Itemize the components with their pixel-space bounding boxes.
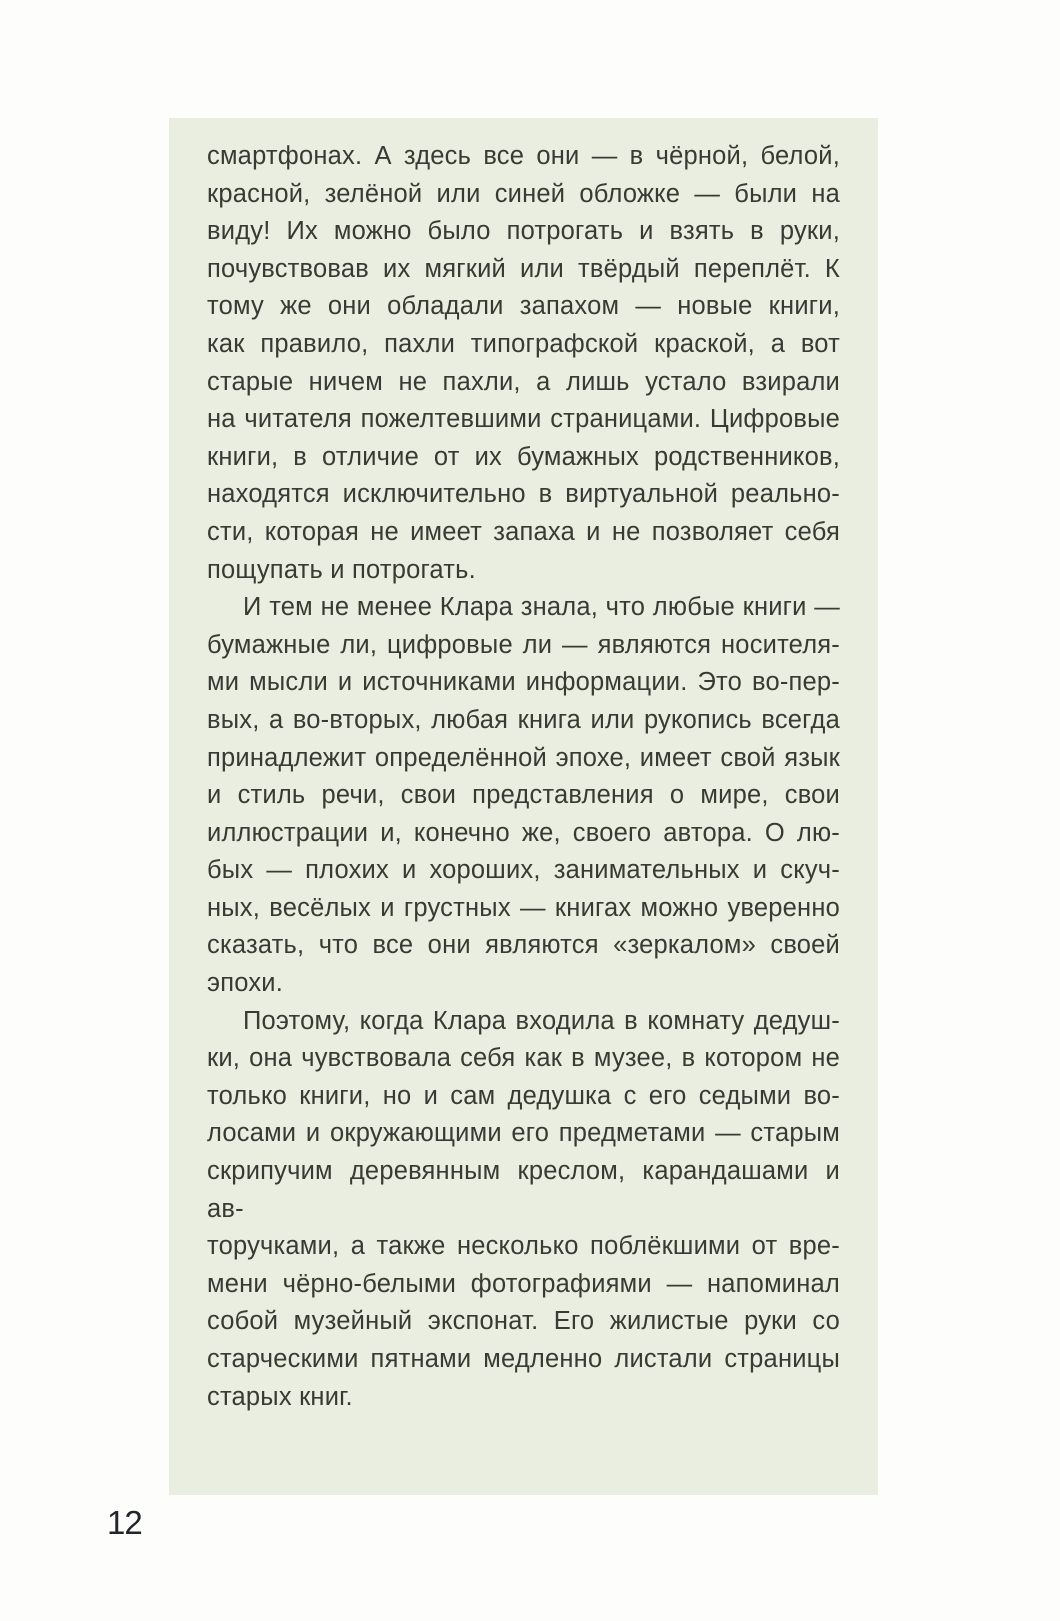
- text-line: лосами и окружающими его предметами — старым: [207, 1119, 840, 1148]
- text-line: находятся исключительно в виртуальной реально-: [207, 480, 840, 509]
- text-line: мени чёрно-белыми фотографиями — напоминал: [207, 1269, 840, 1298]
- text-line: принадлежит определённой эпохе, имеет свой язык: [207, 743, 840, 772]
- text-line: скрипучим деревянным креслом, карандашами и ав-: [207, 1157, 840, 1223]
- page-text: [207, 138, 840, 1416]
- text-line: книги, в отличие от их бумажных родственников,: [207, 442, 840, 471]
- text-line: старческими пятнами медленно листали страницы: [207, 1345, 840, 1373]
- text-line: виду! Их можно было потрогать и взять в руки,: [207, 217, 840, 246]
- text-line: смартфонах. А здесь все они — в чёрной, белой,: [207, 142, 840, 170]
- text-line: старых книг.: [207, 1382, 353, 1411]
- text-line: эпохи.: [207, 969, 283, 998]
- text-line: старые ничем не пахли, а лишь устало взирали: [207, 367, 840, 396]
- text-line: ных, весёлых и грустных — книгах можно уверенно: [207, 893, 840, 922]
- text-line: торучками, а также несколько поблёкшими от вре-: [207, 1232, 840, 1261]
- text-line: как правило, пахли типографской краской, а вот: [207, 329, 840, 358]
- text-line: пощупать и потрогать.: [207, 555, 476, 584]
- text-line: тому же они обладали запахом — новые книги,: [207, 292, 840, 321]
- text-line: иллюстрации и, конечно же, своего автора. О лю-: [207, 818, 840, 847]
- text-line: сти, которая не имеет запаха и не позволяет себя: [207, 517, 840, 546]
- text-line: ки, она чувствовала себя как в музее, в котором не: [207, 1044, 840, 1073]
- text-panel: [169, 118, 878, 1495]
- text-line: почувствовав их мягкий или твёрдый переплёт. К: [207, 254, 840, 283]
- text-line: только книги, но и сам дедушка с его седыми во-: [207, 1081, 840, 1110]
- text-line: вых, а во-вторых, любая книга или рукопись всегда: [207, 705, 840, 734]
- text-line: собой музейный экспонат. Его жилистые руки со: [207, 1307, 840, 1336]
- text-line: и стиль речи, свои представления о мире, свои: [207, 781, 840, 810]
- text-line: сказать, что все они являются «зеркалом» своей: [207, 931, 840, 960]
- text-line: И тем не менее Клара знала, что любые книги —: [243, 593, 840, 622]
- text-line: ми мысли и источниками информации. Это во-пер-: [207, 668, 840, 697]
- text-line: Поэтому, когда Клара входила в комнату дедуш-: [243, 1006, 840, 1035]
- text-line: на читателя пожелтевшими страницами. Цифровые: [207, 405, 840, 434]
- page-number: 12: [107, 1504, 142, 1541]
- text-line: бумажные ли, цифровые ли — являются носителя-: [207, 630, 840, 659]
- text-line: бых — плохих и хороших, занимательных и скуч-: [207, 856, 840, 885]
- text-line: красной, зелёной или синей обложке — были на: [207, 179, 840, 208]
